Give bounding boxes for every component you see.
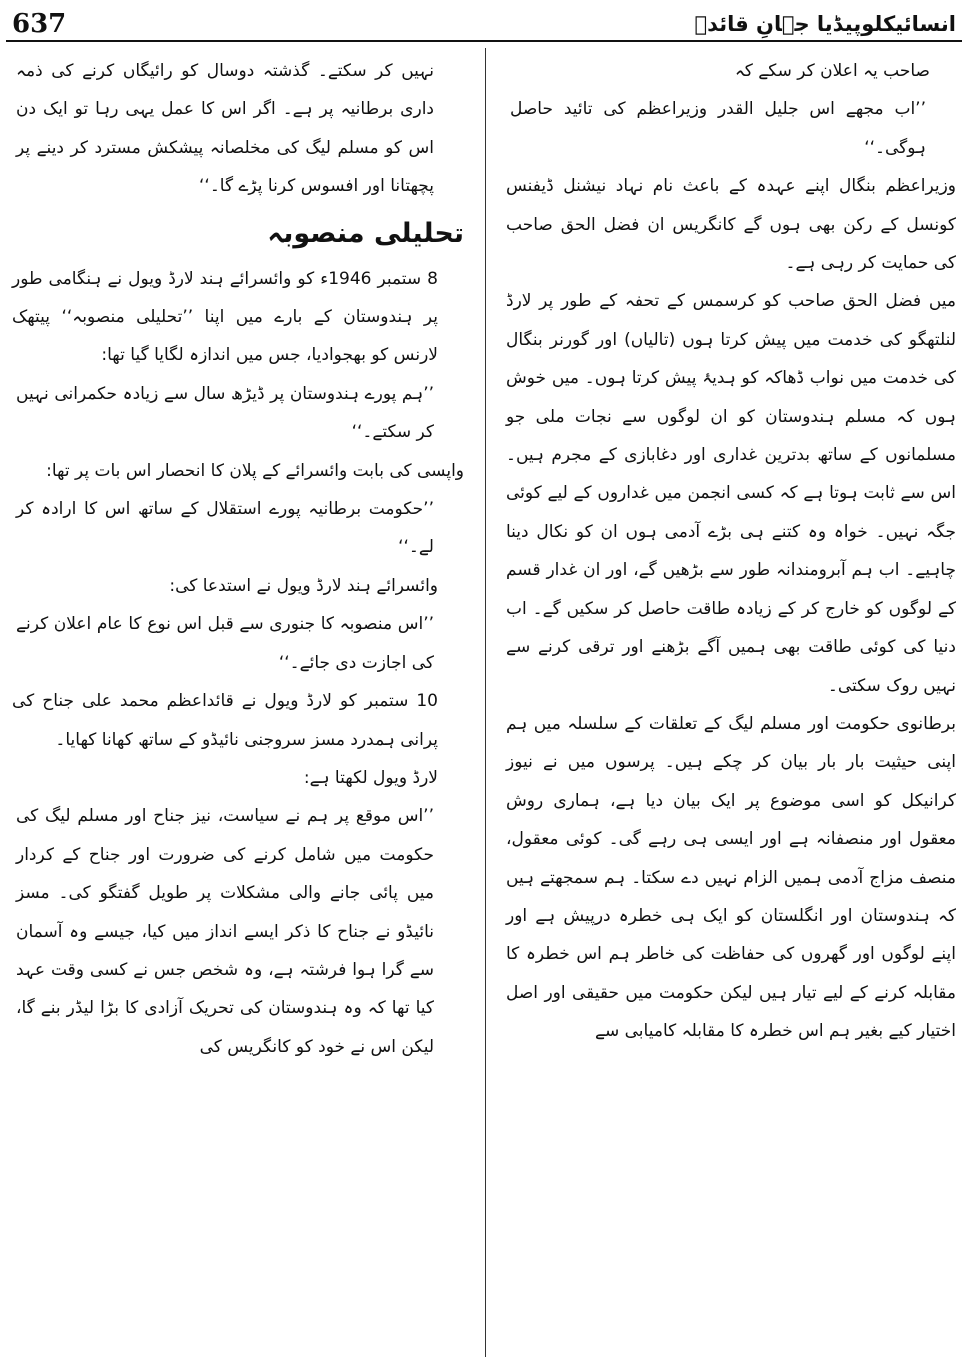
paragraph: میں فضل الحق صاحب کو کرسمس کے تحفہ کے طور پر لارڈ لنلتھگو کی خدمت میں پیش کرتا ہوں (تالیاں) اور گورنر بنگال کی خدمت میں نواب ڈھاکہ کو ہدیۂ پیش کرتا ہوں۔ میں خوش ہوں کہ مسلم ہندوستان کو ان لوگوں سے نجات ملی جو مسلمانوں کے ساتھ بدترین غداری اور دغابازی کے مجرم ہیں۔ اس سے ثابت ہوتا ہے کہ کسی انجمن میں غداروں کے لیے کوئی جگہ نہیں۔ خواہ وہ کتنے ہی بڑے آدمی ہوں ان کو نکال دینا چاہیے۔ اب ہم آبرومندانہ طور سے بڑھیں گے، اور ان غدار قسم کے لوگوں کو خارج کر کے زیادہ طاقت حاصل کر سکیں گے۔ اب دنیا کی کوئی طاقت بھی ہمیں آگے بڑھنے اور ترقی کرنے سے نہیں روک سکتی۔ (506, 291, 956, 696)
paragraph: برطانوی حکومت اور مسلم لیگ کے تعلقات کے سلسلہ میں ہم اپنی حیثیت بار بار بیان کر چکے ہیں۔ پرسوں میں نے نیوز کرانیکل کو اسی موضوع پر ایک بیان دیا ہے، ہماری روش معقول اور منصفانہ ہے اور ایسی ہی رہے گی۔ کوئی معقول، منصف مزاج آدمی ہمیں الزام نہیں دے سکتا۔ ہم سمجھتے ہیں کہ ہندوستان اور انگلستان کو ایک ہی خطرہ درپیش ہے اور اپنے لوگوں اور گھروں کی حفاظت کی خاطر ہم اس خطرہ کا مقابلہ کرنے کے لیے تیار ہیں لیکن حکومت میں حقیقی اور اصل اختیار کیے بغیر ہم اس خطرہ کا مقابلہ کامیابی سے (506, 713, 956, 1042)
header-rule (6, 40, 962, 42)
quotation: نہیں کر سکتے۔ گذشتہ دوسال کو رائیگاں کرنے کی ذمہ داری برطانیہ پر ہے۔ اگر اس کا عمل یہی رہا تو ایک دن اس کو مسلم لیگ کی مخلصانہ پیشکش مسترد کر دینے پر پچھتانا اور افسوس کرنا پڑے گا۔‘‘ (16, 61, 434, 197)
quotation: ’’ہم پورے ہندوستان پر ڈیڑھ سال سے زیادہ حکمرانی نہیں کر سکتے۔‘‘ (16, 383, 434, 443)
paragraph: واپسی کی بابت وائسرائے کے پلان کا انحصار اس بات پر تھا: (46, 460, 464, 481)
section-heading: تحلیلی منصوبہ (267, 217, 464, 249)
paragraph: وائسرائے ہند لارڈ ویول نے استدعا کی: (169, 575, 438, 596)
left-column (12, 52, 464, 1066)
paragraph: صاحب یہ اعلان کر سکے کہ (734, 61, 930, 81)
paragraph: 10 ستمبر کو لارڈ ویول نے قائداعظم محمد علی جناح کی پرانی ہمدرد مسز سروجنی نائیڈو کے ساتھ کھانا کھایا۔ (12, 691, 438, 750)
quotation: ’’حکومت برطانیہ پورے استقلال کے ساتھ اس کا ارادہ کر لے۔‘‘ (16, 499, 434, 558)
right-column (506, 52, 956, 1051)
paragraph: 8 ستمبر 1946ء کو وائسرائے ہند لارڈ ویول نے ہنگامی طور پر ہندوستان کے بارے میں اپنا ’’تحلیلی منصوبہ‘‘ پیتھک لارنس کو بھجوادیا، جس میں اندازہ لگایا گیا تھا: (12, 268, 438, 366)
paragraph: لارڈ ویول لکھتا ہے: (303, 767, 438, 788)
page-number: 637 (12, 9, 67, 39)
running-title: انسائیکلوپیڈیا جہانِ قائدؒ (694, 12, 956, 36)
quotation: ’’اس منصوبہ کا جنوری سے قبل اس نوع کا عام اعلان کرنے کی اجازت دی جائے۔‘‘ (16, 614, 434, 673)
quotation: ’’اس موقع پر ہم نے سیاست، نیز جناح اور مسلم لیگ کی حکومت میں شامل کرنے کی ضرورت اور جناح کے کردار میں پائی جانے والی مشکلات پر طویل گفتگو کی۔ مسز نائیڈو نے جناح کا ذکر ایسے انداز میں کیا، جیسے وہ آسمان سے گرا ہوا فرشتہ ہے، وہ شخص جس نے کسی وقت عہد کیا تھا کہ وہ ہندوستان کی تحریک آزادی کا بڑا لیڈر بنے گا، لیکن اس نے خود کو کانگریس کی (16, 806, 434, 1057)
page-header (8, 4, 960, 40)
quotation: ’’اب مجھے اس جلیل القدر وزیراعظم کی تائید حاصل ہوگی۔‘‘ (510, 99, 926, 158)
column-divider (485, 48, 486, 1357)
paragraph: وزیراعظم بنگال اپنے عہدہ کے باعث نام نہاد نیشنل ڈیفنس کونسل کے رکن بھی ہوں گے کانگریس ان فضل الحق صاحب کی حمایت کر رہی ہے۔ (506, 176, 956, 274)
